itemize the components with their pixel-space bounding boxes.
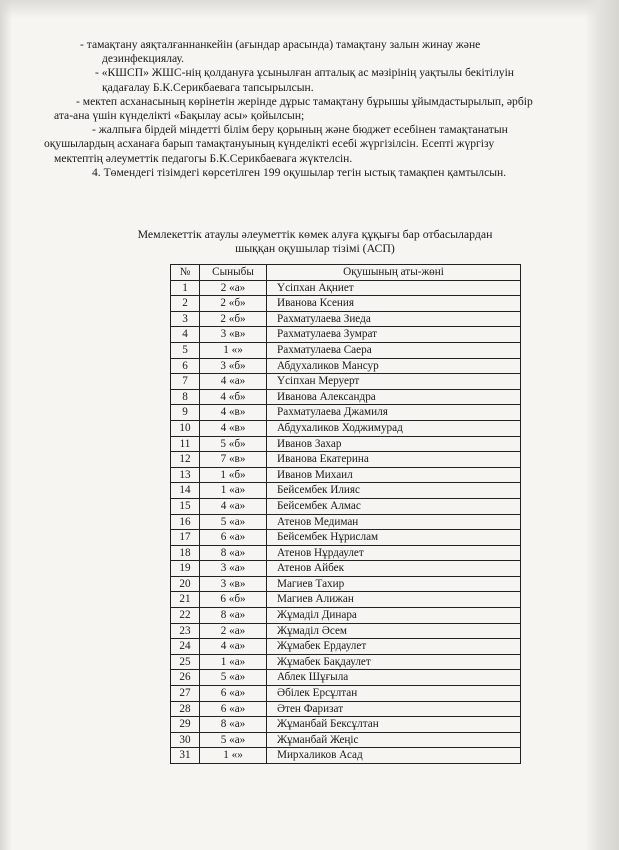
row-student-name: Иванов Захар [267,436,521,452]
row-number: 7 [171,374,200,390]
row-grade: 4 «а» [200,498,267,514]
row-number: 9 [171,405,200,421]
row-student-name: Иванова Екатерина [267,452,521,468]
table-row [171,576,521,592]
row-student-name: Атенов Айбек [267,561,521,577]
table-title [100,227,530,256]
row-number: 11 [171,436,200,452]
row-number: 30 [171,732,200,748]
row-grade: 4 «а» [200,639,267,655]
row-number: 2 [171,296,200,312]
table-row [171,296,521,312]
row-student-name: Әбілек Ерсұлтан [267,686,521,702]
text-line: оқушылардың асханаға барып тамақтануының күнделікті есебі жүргізілсін. Есепті жүргізу [44,137,495,151]
text-line: - тамақтану аяқталғаннанкейін (ағындар арасында) тамақтану залын жинау және [80,38,481,51]
row-grade: 3 «б» [200,358,267,374]
row-grade: 5 «б» [200,436,267,452]
header-number: № [171,265,200,281]
text-line: 4. Төмендегі тізімдегі көрсетілген 199 оқушылар тегін ыстық тамақпен қамтылсын. [92,165,507,179]
row-grade: 1 «б» [200,467,267,483]
row-grade: 5 «а» [200,514,267,530]
row-grade: 3 «в» [200,327,267,343]
scan-right-shadow [585,0,619,850]
table-row [171,717,521,733]
table-row [171,592,521,608]
table-row [171,498,521,514]
row-number: 24 [171,639,200,655]
row-student-name: Мирхаликов Асад [267,748,521,764]
table-row [171,467,521,483]
row-number: 27 [171,686,200,702]
row-student-name: Атенов Медиман [267,514,521,530]
text-line: мектептің әлеуметтік педагогы Б.К.Серикбаевага жүктелсін. [54,151,353,165]
row-student-name: Аблек Шұғыла [267,670,521,686]
order-text-block [40,38,580,180]
row-grade: 1 «а» [200,483,267,499]
row-number: 5 [171,342,200,358]
table-row [171,670,521,686]
row-grade: 5 «а» [200,732,267,748]
table-row [171,623,521,639]
text-line: қадағалау Б.К.Серикбаевага тапсырылсын. [102,80,314,94]
table-row [171,654,521,670]
row-number: 28 [171,701,200,717]
table-row [171,561,521,577]
header-student-name: Оқушының аты-жөні [267,265,521,281]
row-student-name: Магиев Алижан [267,592,521,608]
row-number: 25 [171,654,200,670]
row-student-name: Иванова Александра [267,389,521,405]
row-student-name: Абдухаликов Мансур [267,358,521,374]
text-line: ата-ана үшін күнделікті «Бақылау асы» қойылсын; [54,109,305,123]
row-number: 16 [171,514,200,530]
text-line: - жалпыға бірдей міндетті білім беру қорының және бюджет есебінен тамақтанатын [92,123,508,137]
row-number: 3 [171,311,200,327]
row-grade: 3 «а» [200,561,267,577]
row-student-name: Рахматулаева Саера [267,342,521,358]
row-number: 21 [171,592,200,608]
row-student-name: Атенов Нұрдаулет [267,545,521,561]
row-grade: 8 «а» [200,717,267,733]
row-student-name: Рахматулаева Джамиля [267,405,521,421]
row-number: 14 [171,483,200,499]
row-student-name: Иванов Михаил [267,467,521,483]
row-grade: 5 «а» [200,670,267,686]
table-row [171,280,521,296]
row-student-name: Бейсембек Алмас [267,498,521,514]
table-row [171,342,521,358]
table-title-line: Мемлекеттік атаулы әлеуметтік көмек алуға құқығы бар отбасылардан [137,227,493,241]
row-number: 4 [171,327,200,343]
table-row [171,327,521,343]
table-body [171,280,521,763]
row-number: 6 [171,358,200,374]
row-student-name: Жұмабек Бақдаулет [267,654,521,670]
table-header-row [171,265,521,281]
row-student-name: Рахматулаева Зумрат [267,327,521,343]
text-line: - мектеп асханасының көрінетін жерінде дұрыс тамақтану бұрышы ұйымдастырылып, әрбір [76,94,533,108]
scan-left-shadow [0,0,12,850]
table-row [171,514,521,530]
row-number: 17 [171,530,200,546]
row-number: 12 [171,452,200,468]
table-row [171,405,521,421]
row-grade: 2 «б» [200,296,267,312]
row-grade: 1 «а» [200,654,267,670]
row-grade: 4 «в» [200,405,267,421]
students-table [170,264,521,764]
row-student-name: Магиев Тахир [267,576,521,592]
row-student-name: Абдухаликов Ходжимурад [267,420,521,436]
row-number: 29 [171,717,200,733]
row-number: 20 [171,576,200,592]
row-number: 31 [171,748,200,764]
row-grade: 8 «а» [200,545,267,561]
row-grade: 1 «» [200,748,267,764]
row-grade: 7 «в» [200,452,267,468]
row-grade: 2 «б» [200,311,267,327]
row-number: 22 [171,608,200,624]
row-student-name: Жұманбай Бексұлтан [267,717,521,733]
row-grade: 3 «в» [200,576,267,592]
row-student-name: Бейсембек Нұрислам [267,530,521,546]
row-grade: 2 «а» [200,280,267,296]
table-title-line: шыққан оқушылар тізімі (АСП) [235,241,395,256]
row-number: 18 [171,545,200,561]
row-grade: 6 «а» [200,530,267,546]
scan-top-shadow [0,0,619,18]
row-student-name: Үсіпхан Ақниет [267,280,521,296]
text-line: дезинфекциялау. [102,52,185,66]
row-grade: 8 «а» [200,608,267,624]
table-row [171,545,521,561]
row-number: 1 [171,280,200,296]
row-grade: 4 «б» [200,389,267,405]
row-number: 10 [171,420,200,436]
table-row [171,748,521,764]
table-row [171,530,521,546]
table-row [171,311,521,327]
text-line: - «КШСП» ЖШС-нің қолдануға ұсынылған апталық ас мәзірінің уақтылы бекітілуін [95,66,514,80]
table-row [171,639,521,655]
row-student-name: Жұмабек Ердаулет [267,639,521,655]
row-number: 13 [171,467,200,483]
table-row [171,732,521,748]
header-grade: Сыныбы [200,265,267,281]
table-row [171,608,521,624]
table-row [171,420,521,436]
table-row [171,358,521,374]
table-row [171,483,521,499]
row-student-name: Үсіпхан Меруерт [267,374,521,390]
row-grade: 2 «а» [200,623,267,639]
row-grade: 4 «в» [200,420,267,436]
row-number: 8 [171,389,200,405]
row-student-name: Жұманбай Жеңіс [267,732,521,748]
row-grade: 6 «а» [200,701,267,717]
row-student-name: Жұмаділ Әсем [267,623,521,639]
table-row [171,374,521,390]
row-number: 23 [171,623,200,639]
table-row [171,389,521,405]
row-grade: 1 «» [200,342,267,358]
row-student-name: Бейсембек Илияс [267,483,521,499]
table-row [171,686,521,702]
row-student-name: Жұмаділ Динара [267,608,521,624]
row-student-name: Әтен Фаризат [267,701,521,717]
row-number: 19 [171,561,200,577]
table-row [171,701,521,717]
row-grade: 6 «б» [200,592,267,608]
row-grade: 6 «а» [200,686,267,702]
row-student-name: Рахматулаева Зиеда [267,311,521,327]
table-row [171,436,521,452]
row-student-name: Иванова Ксения [267,296,521,312]
row-grade: 4 «а» [200,374,267,390]
table-row [171,452,521,468]
row-number: 26 [171,670,200,686]
row-number: 15 [171,498,200,514]
